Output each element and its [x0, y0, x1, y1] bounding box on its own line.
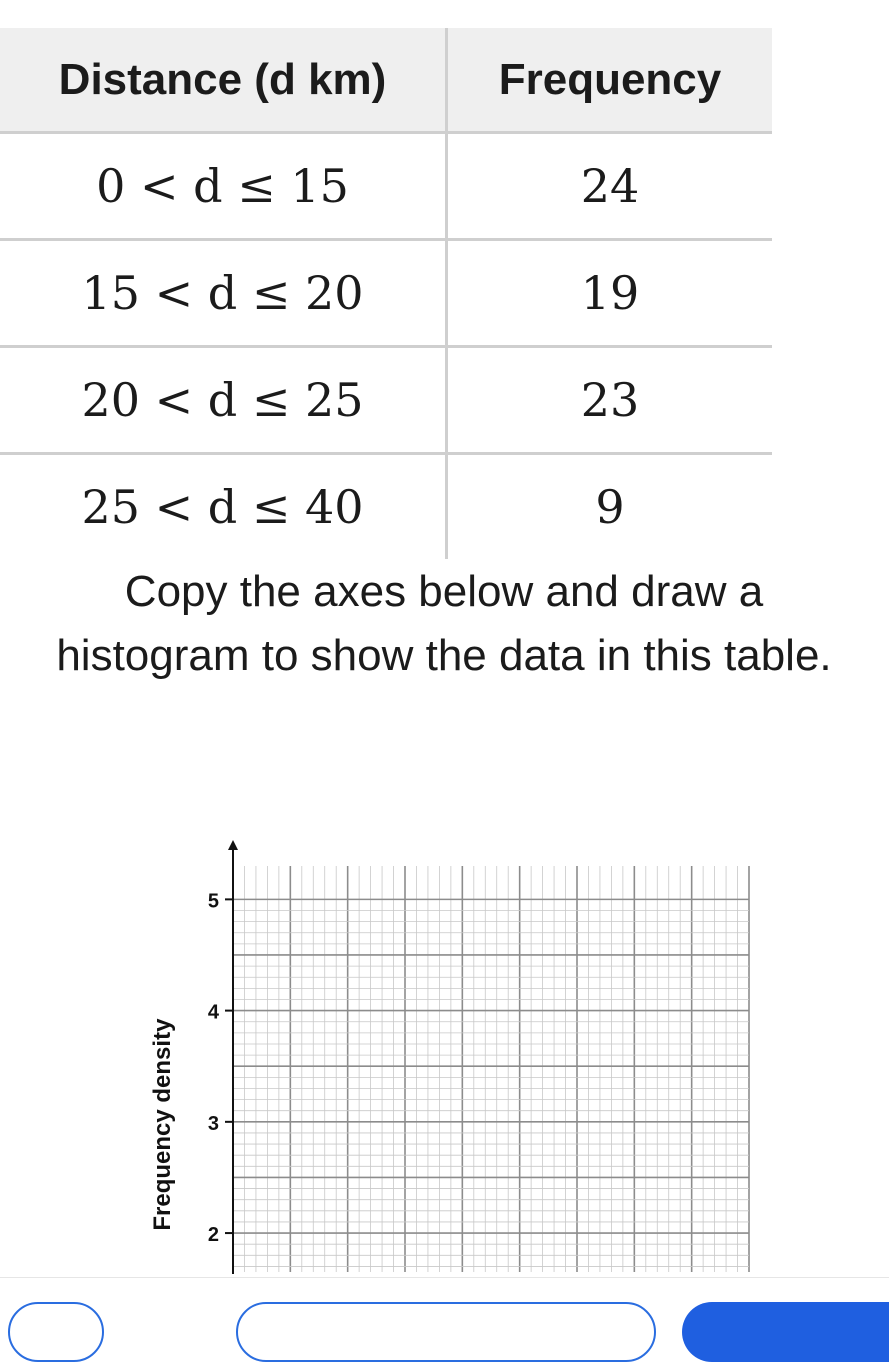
distance-header: Distance (d km)	[0, 28, 447, 133]
distance-cell: 25 < d ≤ 40	[0, 454, 447, 560]
distance-cell: 20 < d ≤ 25	[0, 347, 447, 454]
table-row	[0, 454, 772, 560]
y-tick-label: 4	[207, 1001, 219, 1024]
back-button[interactable]	[8, 1302, 104, 1362]
table-row	[0, 133, 772, 240]
frequency-header: Frequency	[447, 28, 773, 133]
histogram-axes	[0, 820, 889, 1280]
frequency-cell: 9	[595, 480, 625, 534]
y-axis-arrow	[228, 840, 238, 850]
distance-cell: 15 < d ≤ 20	[0, 240, 447, 347]
table-row	[0, 347, 772, 454]
y-tick-label: 5	[207, 890, 219, 913]
frequency-cell: 19	[447, 240, 773, 347]
graph-svg	[0, 820, 889, 1280]
table-row	[0, 240, 772, 347]
frequency-table	[0, 28, 772, 559]
y-tick-label: 2	[207, 1224, 219, 1247]
y-axis-label: Frequency density	[149, 1018, 176, 1231]
bottom-divider	[0, 1277, 889, 1278]
question-instructions: Copy the axes below and draw a histogram to show the data in this table.	[56, 567, 832, 680]
secondary-button[interactable]	[236, 1302, 656, 1362]
distance-cell: 0 < d ≤ 15	[0, 133, 447, 240]
frequency-cell: 24	[447, 133, 773, 240]
primary-button[interactable]	[682, 1302, 889, 1362]
y-tick-label: 3	[207, 1112, 219, 1135]
frequency-cell: 23	[447, 347, 773, 454]
table-header-row	[0, 28, 772, 133]
